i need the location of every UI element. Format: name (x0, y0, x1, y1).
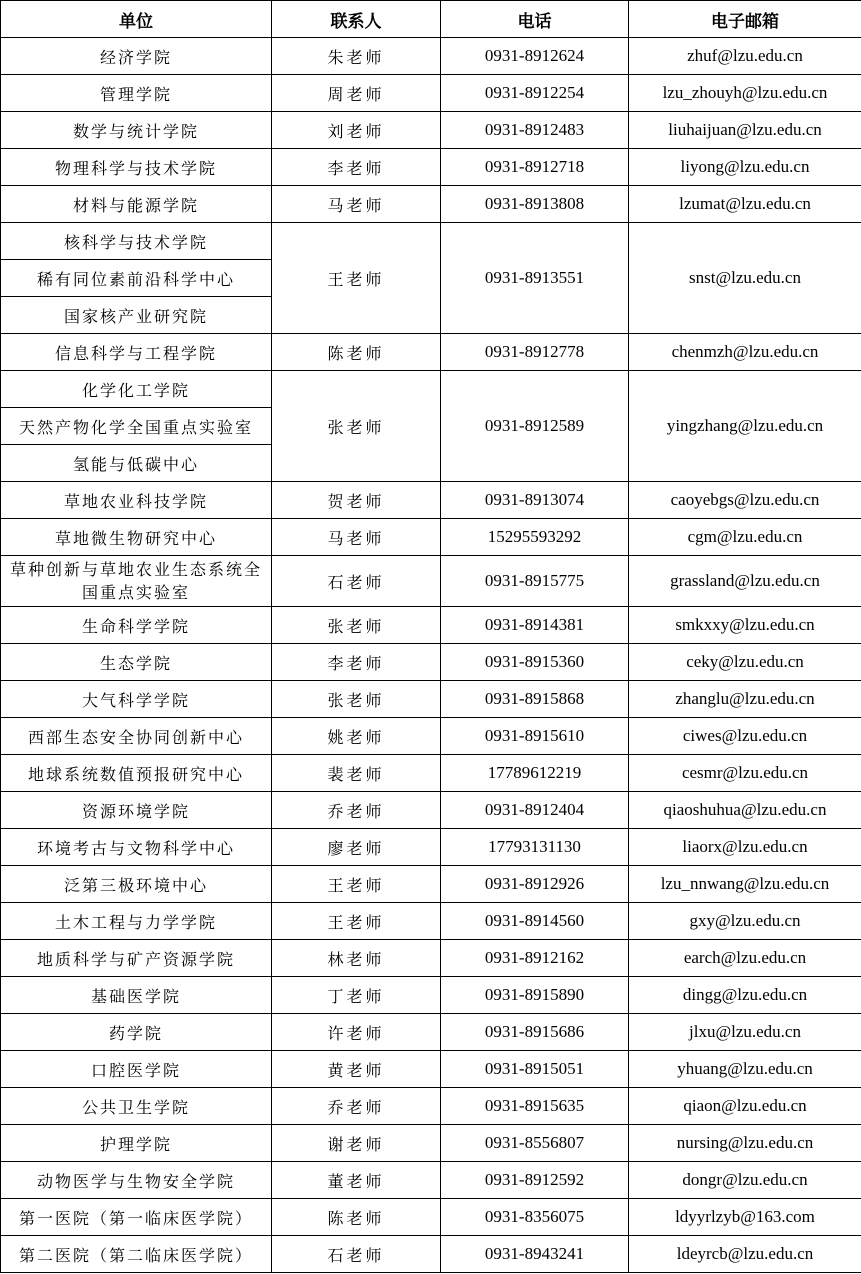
contact-cell: 廖老师 (272, 829, 441, 866)
email-cell: qiaon@lzu.edu.cn (629, 1088, 861, 1125)
table-row (1, 38, 861, 75)
contact-cell: 王老师 (272, 866, 441, 903)
table-row (1, 792, 861, 829)
table-row (1, 556, 861, 607)
phone-cell: 0931-8915890 (441, 977, 629, 1014)
unit-cell: 西部生态安全协同创新中心 (1, 718, 272, 755)
unit-cell: 核科学与技术学院 (1, 223, 272, 260)
email-cell: cesmr@lzu.edu.cn (629, 755, 861, 792)
unit-cell: 数学与统计学院 (1, 112, 272, 149)
phone-cell: 0931-8912926 (441, 866, 629, 903)
phone-cell: 0931-8912254 (441, 75, 629, 112)
unit-cell: 泛第三极环境中心 (1, 866, 272, 903)
email-cell: earch@lzu.edu.cn (629, 940, 861, 977)
table-row (1, 1199, 861, 1236)
phone-cell: 0931-8912624 (441, 38, 629, 75)
phone-cell: 0931-8915686 (441, 1014, 629, 1051)
phone-cell: 0931-8912589 (441, 371, 629, 482)
phone-cell: 0931-8912162 (441, 940, 629, 977)
table-row (1, 903, 861, 940)
unit-cell: 管理学院 (1, 75, 272, 112)
contact-cell: 刘老师 (272, 112, 441, 149)
unit-cell: 物理科学与技术学院 (1, 149, 272, 186)
table-row (1, 334, 861, 371)
table-row (1, 1051, 861, 1088)
unit-cell: 生命科学学院 (1, 607, 272, 644)
phone-cell: 0931-8915051 (441, 1051, 629, 1088)
contact-cell: 裴老师 (272, 755, 441, 792)
contact-cell: 谢老师 (272, 1125, 441, 1162)
phone-cell: 0931-8912778 (441, 334, 629, 371)
table-row (1, 977, 861, 1014)
table-row (1, 681, 861, 718)
unit-cell: 国家核产业研究院 (1, 297, 272, 334)
table-row (1, 482, 861, 519)
unit-cell: 大气科学学院 (1, 681, 272, 718)
contact-cell: 林老师 (272, 940, 441, 977)
table-row (1, 223, 861, 260)
phone-cell: 0931-8912404 (441, 792, 629, 829)
table-row (1, 1125, 861, 1162)
email-cell: ceky@lzu.edu.cn (629, 644, 861, 681)
contact-cell: 贺老师 (272, 482, 441, 519)
unit-cell: 地球系统数值预报研究中心 (1, 755, 272, 792)
contact-cell: 李老师 (272, 149, 441, 186)
table-row (1, 1236, 861, 1273)
contact-cell: 姚老师 (272, 718, 441, 755)
unit-cell: 材料与能源学院 (1, 186, 272, 223)
email-cell: ciwes@lzu.edu.cn (629, 718, 861, 755)
email-cell: zhanglu@lzu.edu.cn (629, 681, 861, 718)
unit-cell: 草地微生物研究中心 (1, 519, 272, 556)
email-cell: liyong@lzu.edu.cn (629, 149, 861, 186)
contact-cell: 张老师 (272, 607, 441, 644)
contact-cell: 马老师 (272, 186, 441, 223)
phone-cell: 0931-8556807 (441, 1125, 629, 1162)
unit-cell: 氢能与低碳中心 (1, 445, 272, 482)
table-row (1, 112, 861, 149)
table-row (1, 718, 861, 755)
phone-cell: 0931-8915775 (441, 556, 629, 607)
contact-cell: 乔老师 (272, 1088, 441, 1125)
email-cell: gxy@lzu.edu.cn (629, 903, 861, 940)
table-row (1, 644, 861, 681)
contact-cell: 陈老师 (272, 334, 441, 371)
unit-cell: 基础医学院 (1, 977, 272, 1014)
header-email: 电子邮箱 (629, 1, 861, 38)
unit-cell: 天然产物化学全国重点实验室 (1, 408, 272, 445)
phone-cell: 0931-8912483 (441, 112, 629, 149)
contact-cell: 周老师 (272, 75, 441, 112)
table-row (1, 866, 861, 903)
contact-cell: 马老师 (272, 519, 441, 556)
unit-cell: 资源环境学院 (1, 792, 272, 829)
email-cell: qiaoshuhua@lzu.edu.cn (629, 792, 861, 829)
contact-cell: 王老师 (272, 903, 441, 940)
email-cell: dingg@lzu.edu.cn (629, 977, 861, 1014)
table-row (1, 75, 861, 112)
email-cell: lzumat@lzu.edu.cn (629, 186, 861, 223)
table-row (1, 940, 861, 977)
email-cell: caoyebgs@lzu.edu.cn (629, 482, 861, 519)
email-cell: ldeyrcb@lzu.edu.cn (629, 1236, 861, 1273)
email-cell: yhuang@lzu.edu.cn (629, 1051, 861, 1088)
email-cell: liuhaijuan@lzu.edu.cn (629, 112, 861, 149)
unit-cell: 第二医院（第二临床医学院） (1, 1236, 272, 1273)
email-cell: ldyyrlzyb@163.com (629, 1199, 861, 1236)
table-row (1, 607, 861, 644)
unit-cell: 公共卫生学院 (1, 1088, 272, 1125)
table-row (1, 1162, 861, 1199)
unit-cell: 稀有同位素前沿科学中心 (1, 260, 272, 297)
unit-cell: 环境考古与文物科学中心 (1, 829, 272, 866)
email-cell: cgm@lzu.edu.cn (629, 519, 861, 556)
contact-cell: 陈老师 (272, 1199, 441, 1236)
email-cell: lzu_nnwang@lzu.edu.cn (629, 866, 861, 903)
email-cell: zhuf@lzu.edu.cn (629, 38, 861, 75)
unit-cell: 第一医院（第一临床医学院） (1, 1199, 272, 1236)
contact-cell: 乔老师 (272, 792, 441, 829)
table-row (1, 186, 861, 223)
contact-cell: 董老师 (272, 1162, 441, 1199)
phone-cell: 0931-8912718 (441, 149, 629, 186)
phone-cell: 0931-8915868 (441, 681, 629, 718)
contact-cell: 黄老师 (272, 1051, 441, 1088)
table-row (1, 519, 861, 556)
header-row (1, 1, 861, 38)
unit-cell: 土木工程与力学学院 (1, 903, 272, 940)
table-row (1, 1014, 861, 1051)
email-cell: chenmzh@lzu.edu.cn (629, 334, 861, 371)
email-cell: snst@lzu.edu.cn (629, 223, 861, 334)
contact-cell: 李老师 (272, 644, 441, 681)
header-unit: 单位 (1, 1, 272, 38)
unit-cell: 信息科学与工程学院 (1, 334, 272, 371)
unit-cell: 动物医学与生物安全学院 (1, 1162, 272, 1199)
contact-cell: 张老师 (272, 371, 441, 482)
phone-cell: 0931-8914381 (441, 607, 629, 644)
unit-cell: 经济学院 (1, 38, 272, 75)
email-cell: jlxu@lzu.edu.cn (629, 1014, 861, 1051)
phone-cell: 0931-8913551 (441, 223, 629, 334)
phone-cell: 0931-8914560 (441, 903, 629, 940)
phone-cell: 0931-8915610 (441, 718, 629, 755)
unit-cell: 生态学院 (1, 644, 272, 681)
unit-cell: 口腔医学院 (1, 1051, 272, 1088)
phone-cell: 15295593292 (441, 519, 629, 556)
phone-cell: 0931-8915360 (441, 644, 629, 681)
email-cell: dongr@lzu.edu.cn (629, 1162, 861, 1199)
contact-cell: 张老师 (272, 681, 441, 718)
phone-cell: 0931-8913808 (441, 186, 629, 223)
phone-cell: 17793131130 (441, 829, 629, 866)
phone-cell: 0931-8915635 (441, 1088, 629, 1125)
contact-cell: 许老师 (272, 1014, 441, 1051)
unit-cell: 地质科学与矿产资源学院 (1, 940, 272, 977)
table-row (1, 829, 861, 866)
header-contact: 联系人 (272, 1, 441, 38)
contact-cell: 石老师 (272, 556, 441, 607)
phone-cell: 0931-8356075 (441, 1199, 629, 1236)
phone-cell: 0931-8943241 (441, 1236, 629, 1273)
phone-cell: 17789612219 (441, 755, 629, 792)
contact-cell: 王老师 (272, 223, 441, 334)
email-cell: grassland@lzu.edu.cn (629, 556, 861, 607)
email-cell: lzu_zhouyh@lzu.edu.cn (629, 75, 861, 112)
table-row (1, 149, 861, 186)
email-cell: liaorx@lzu.edu.cn (629, 829, 861, 866)
unit-cell: 护理学院 (1, 1125, 272, 1162)
unit-cell: 化学化工学院 (1, 371, 272, 408)
table-row (1, 755, 861, 792)
unit-cell: 草地农业科技学院 (1, 482, 272, 519)
phone-cell: 0931-8912592 (441, 1162, 629, 1199)
email-cell: yingzhang@lzu.edu.cn (629, 371, 861, 482)
contact-cell: 石老师 (272, 1236, 441, 1273)
email-cell: smkxxy@lzu.edu.cn (629, 607, 861, 644)
contact-cell: 丁老师 (272, 977, 441, 1014)
table-row (1, 1088, 861, 1125)
table-row (1, 371, 861, 408)
unit-cell: 草种创新与草地农业生态系统全国重点实验室 (1, 556, 272, 607)
table-body (1, 38, 861, 1273)
phone-cell: 0931-8913074 (441, 482, 629, 519)
header-phone: 电话 (441, 1, 629, 38)
unit-cell: 药学院 (1, 1014, 272, 1051)
contact-cell: 朱老师 (272, 38, 441, 75)
email-cell: nursing@lzu.edu.cn (629, 1125, 861, 1162)
